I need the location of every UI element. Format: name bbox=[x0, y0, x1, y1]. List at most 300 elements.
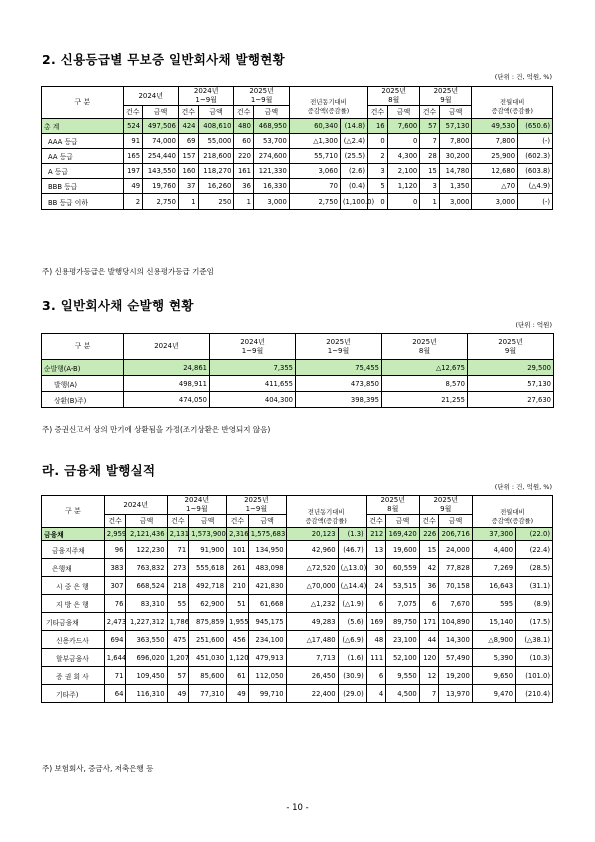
unit-label-s3: (단위 : 억원) bbox=[515, 321, 552, 329]
table-row bbox=[42, 613, 553, 631]
header-period: 2025년 1~9월 bbox=[234, 87, 289, 106]
table-cell: (1.3) bbox=[338, 528, 366, 541]
table-cell: 23,100 bbox=[386, 631, 420, 649]
table-cell: 254,440 bbox=[143, 149, 179, 164]
table-cell: 4 bbox=[366, 685, 385, 703]
table-cell: 483,098 bbox=[248, 559, 286, 577]
table-cell: 13 bbox=[366, 541, 385, 559]
header-count: 건수 bbox=[234, 106, 254, 119]
header-period: 2024년 1~9월 bbox=[178, 87, 233, 106]
table-cell: 169 bbox=[366, 613, 385, 631]
header-amount: 금액 bbox=[386, 515, 420, 528]
table-cell: 165 bbox=[123, 149, 143, 164]
header-count: 건수 bbox=[366, 515, 385, 528]
table-cell: 1,573,900 bbox=[189, 528, 227, 541]
table-cell: (17.5) bbox=[516, 613, 553, 631]
table-cell: 2,131 bbox=[167, 528, 189, 541]
table-cell: 71 bbox=[104, 667, 126, 685]
table-cell: 30,200 bbox=[439, 149, 472, 164]
table-cell: 3,000 bbox=[472, 194, 518, 210]
table-cell: 479,913 bbox=[248, 649, 286, 667]
table-cell: 12 bbox=[419, 667, 438, 685]
table-cell: 206,716 bbox=[439, 528, 473, 541]
header-amount: 금액 bbox=[198, 106, 234, 119]
table-cell: △1,300 bbox=[289, 134, 340, 149]
table-cell: 77,310 bbox=[189, 685, 227, 703]
table-cell: 0 bbox=[387, 194, 420, 210]
header-period: 2025년 9월 bbox=[420, 87, 472, 106]
table-cell: 16,260 bbox=[198, 179, 234, 194]
table-cell: 116,310 bbox=[126, 685, 167, 703]
table-cell: △70 bbox=[472, 179, 518, 194]
header-period: 2025년 8월 bbox=[368, 87, 420, 106]
table-cell: 64 bbox=[104, 685, 126, 703]
table-cell: 696,020 bbox=[126, 649, 167, 667]
header-amount: 금액 bbox=[387, 106, 420, 119]
table-row bbox=[42, 631, 553, 649]
table-cell: 61 bbox=[227, 667, 249, 685]
table-cell: 261 bbox=[227, 559, 249, 577]
row-label: 상환(B)주) bbox=[42, 392, 124, 408]
table-cell: 42,960 bbox=[286, 541, 338, 559]
table-cell: (101.0) bbox=[516, 667, 553, 685]
table-cell: 70 bbox=[289, 179, 340, 194]
row-label: 증 권 회 사 bbox=[42, 667, 105, 685]
table-cell: △70,000 bbox=[286, 577, 338, 595]
table-cell: △12,675 bbox=[382, 360, 468, 376]
table-cell: 2,750 bbox=[143, 194, 179, 210]
table-cell: 595 bbox=[472, 595, 515, 613]
table-cell: 36 bbox=[419, 577, 438, 595]
table-cell: 218 bbox=[167, 577, 189, 595]
table-cell: 212 bbox=[366, 528, 385, 541]
table-row bbox=[42, 595, 553, 613]
header-count: 건수 bbox=[167, 515, 189, 528]
table-row bbox=[42, 360, 554, 376]
row-label: 할부금융사 bbox=[42, 649, 105, 667]
table-cell: 2,100 bbox=[387, 164, 420, 179]
table-cell: (2.6) bbox=[340, 164, 367, 179]
table-cell: 20,123 bbox=[286, 528, 338, 541]
table-cell: 468,950 bbox=[253, 119, 289, 134]
table-row bbox=[42, 194, 553, 210]
table-row bbox=[42, 667, 553, 685]
row-label: 순발행(A-B) bbox=[42, 360, 124, 376]
table-cell: 1,786 bbox=[167, 613, 189, 631]
header-count: 건수 bbox=[419, 515, 438, 528]
table-cell: 99,710 bbox=[248, 685, 286, 703]
header-amount: 금액 bbox=[143, 106, 179, 119]
table-cell: (5.6) bbox=[338, 613, 366, 631]
header-mom-change: 전월대비 증감액(증감률) bbox=[472, 95, 553, 119]
table-cell: 424 bbox=[178, 119, 198, 134]
financial-bond-table bbox=[41, 495, 553, 703]
table-cell: 2,750 bbox=[289, 194, 340, 210]
table-cell: (1,100.0) bbox=[340, 194, 367, 210]
row-label: 금융지주채 bbox=[42, 541, 105, 559]
row-label: 신용카드사 bbox=[42, 631, 105, 649]
header-period: 2025년 1~9월 bbox=[227, 496, 287, 515]
table-cell: 307 bbox=[104, 577, 126, 595]
table-cell: 85,600 bbox=[189, 667, 227, 685]
table-cell: 16,643 bbox=[472, 577, 515, 595]
table-cell: 0 bbox=[368, 134, 388, 149]
table-cell: 7,355 bbox=[210, 360, 296, 376]
table-cell: 49,530 bbox=[472, 119, 518, 134]
table-cell: 60,559 bbox=[386, 559, 420, 577]
table-cell: 1,120 bbox=[387, 179, 420, 194]
table-cell: 57,490 bbox=[439, 649, 473, 667]
header-count: 건수 bbox=[227, 515, 249, 528]
table-cell: 875,859 bbox=[189, 613, 227, 631]
table-cell: 9,650 bbox=[472, 667, 515, 685]
table-cell: 42 bbox=[419, 559, 438, 577]
header-yoy-change: 전년동기대비 증감액(증감률) bbox=[286, 506, 366, 528]
table-cell: 5 bbox=[368, 179, 388, 194]
table-cell: 57 bbox=[420, 119, 440, 134]
table-cell: (-) bbox=[518, 134, 553, 149]
table-cell: (△14.4) bbox=[338, 577, 366, 595]
table-cell: 210 bbox=[227, 577, 249, 595]
table-cell: 62,900 bbox=[189, 595, 227, 613]
table-cell: 76 bbox=[104, 595, 126, 613]
table-cell: 24,861 bbox=[124, 360, 210, 376]
table-cell: (603.8) bbox=[518, 164, 553, 179]
table-cell: 22,400 bbox=[286, 685, 338, 703]
header-period: 2025년 1~9월 bbox=[296, 334, 382, 360]
header-count: 건수 bbox=[420, 106, 440, 119]
table-cell: 234,100 bbox=[248, 631, 286, 649]
table-cell: (△2.4) bbox=[340, 134, 367, 149]
table-cell: 52,100 bbox=[386, 649, 420, 667]
table-cell: 763,832 bbox=[126, 559, 167, 577]
table-cell: (△13.0) bbox=[338, 559, 366, 577]
table-cell: 14,780 bbox=[439, 164, 472, 179]
table-row bbox=[42, 164, 553, 179]
table-cell: 408,610 bbox=[198, 119, 234, 134]
table-cell: 3,000 bbox=[253, 194, 289, 210]
table-cell: 4,400 bbox=[472, 541, 515, 559]
row-label: 기타금융채 bbox=[42, 613, 105, 631]
table-cell: 1,207 bbox=[167, 649, 189, 667]
header-category: 구 분 bbox=[42, 496, 105, 528]
table-cell: 12,680 bbox=[472, 164, 518, 179]
table-cell: 2 bbox=[368, 149, 388, 164]
table-cell: (30.9) bbox=[338, 667, 366, 685]
table-cell: 30 bbox=[366, 559, 385, 577]
table-cell: 404,300 bbox=[210, 392, 296, 408]
table-cell: 16 bbox=[368, 119, 388, 134]
table-cell: 121,330 bbox=[253, 164, 289, 179]
table-cell: 57,130 bbox=[439, 119, 472, 134]
table-cell: 1,955 bbox=[227, 613, 249, 631]
table-cell: 474,050 bbox=[124, 392, 210, 408]
table-cell: 91,900 bbox=[189, 541, 227, 559]
table-cell: 1 bbox=[178, 194, 198, 210]
table-cell: 36 bbox=[234, 179, 254, 194]
table-cell: △72,520 bbox=[286, 559, 338, 577]
table-cell: 21,255 bbox=[382, 392, 468, 408]
table-cell: 118,270 bbox=[198, 164, 234, 179]
header-amount: 금액 bbox=[439, 106, 472, 119]
table-cell: 7,600 bbox=[387, 119, 420, 134]
table-cell: 7,269 bbox=[472, 559, 515, 577]
table-cell: 57 bbox=[167, 667, 189, 685]
table-cell: 1,575,683 bbox=[248, 528, 286, 541]
table-cell: 363,550 bbox=[126, 631, 167, 649]
header-amount: 금액 bbox=[439, 515, 473, 528]
table-cell: 49,283 bbox=[286, 613, 338, 631]
row-label: 기타주) bbox=[42, 685, 105, 703]
table-row bbox=[42, 528, 553, 541]
table-cell: (28.5) bbox=[516, 559, 553, 577]
table-cell: 3 bbox=[368, 164, 388, 179]
unit-label-s2: (단위 : 건, 억원, %) bbox=[494, 73, 552, 81]
row-label: 총 계 bbox=[42, 119, 124, 134]
table-cell: 19,200 bbox=[439, 667, 473, 685]
table-cell: 120 bbox=[419, 649, 438, 667]
table-cell: 122,230 bbox=[126, 541, 167, 559]
table-cell: 0 bbox=[368, 194, 388, 210]
table-cell: (10.3) bbox=[516, 649, 553, 667]
table-cell: 55,710 bbox=[289, 149, 340, 164]
table-cell: 5,390 bbox=[472, 649, 515, 667]
table-cell: (△38.1) bbox=[516, 631, 553, 649]
table-cell: 3,060 bbox=[289, 164, 340, 179]
table-cell: 77,828 bbox=[439, 559, 473, 577]
table-cell: 60 bbox=[234, 134, 254, 149]
table-cell: 7,800 bbox=[439, 134, 472, 149]
table-cell: 226 bbox=[419, 528, 438, 541]
row-label: BB 등급 이하 bbox=[42, 194, 124, 210]
table-cell: 1,120 bbox=[227, 649, 249, 667]
table-cell: 4,300 bbox=[387, 149, 420, 164]
table-cell: 27,630 bbox=[468, 392, 554, 408]
table-cell: 15,140 bbox=[472, 613, 515, 631]
table-cell: 55,000 bbox=[198, 134, 234, 149]
table-cell: 143,550 bbox=[143, 164, 179, 179]
header-count: 건수 bbox=[123, 106, 143, 119]
header-amount: 금액 bbox=[253, 106, 289, 119]
table-cell: 1,227,312 bbox=[126, 613, 167, 631]
table-cell: 160 bbox=[178, 164, 198, 179]
table-cell: 14,300 bbox=[439, 631, 473, 649]
table-cell: 9,470 bbox=[472, 685, 515, 703]
table-cell: 89,750 bbox=[386, 613, 420, 631]
header-period: 2025년 9월 bbox=[419, 496, 472, 515]
table-cell: 49 bbox=[227, 685, 249, 703]
table-cell: 16,330 bbox=[253, 179, 289, 194]
table-cell: 60,340 bbox=[289, 119, 340, 134]
header-period: 2024년 1~9월 bbox=[167, 496, 227, 515]
row-label: 발행(A) bbox=[42, 376, 124, 392]
header-amount: 금액 bbox=[126, 515, 167, 528]
table-cell: 3,000 bbox=[439, 194, 472, 210]
table-cell: 53,515 bbox=[386, 577, 420, 595]
page-number: - 10 - bbox=[286, 803, 309, 813]
table-cell: 524 bbox=[123, 119, 143, 134]
table-cell: 55 bbox=[167, 595, 189, 613]
row-label: A 등급 bbox=[42, 164, 124, 179]
header-category: 구 분 bbox=[42, 334, 124, 360]
table-cell: 48 bbox=[366, 631, 385, 649]
header-period: 2024년 1~9월 bbox=[210, 334, 296, 360]
table-cell: 15 bbox=[420, 164, 440, 179]
table-cell: 111 bbox=[366, 649, 385, 667]
table-cell: 69 bbox=[178, 134, 198, 149]
table-cell: 421,830 bbox=[248, 577, 286, 595]
table-cell: 134,950 bbox=[248, 541, 286, 559]
table-row bbox=[42, 685, 553, 703]
table-cell: 273 bbox=[167, 559, 189, 577]
table-cell: 7,075 bbox=[386, 595, 420, 613]
table-cell: 25,900 bbox=[472, 149, 518, 164]
table-cell: 101 bbox=[227, 541, 249, 559]
table-cell: △8,900 bbox=[472, 631, 515, 649]
table-cell: 24,000 bbox=[439, 541, 473, 559]
table-cell: (31.1) bbox=[516, 577, 553, 595]
table-cell: 383 bbox=[104, 559, 126, 577]
section-title-financial-bonds: 라. 금융채 발행실적 bbox=[42, 463, 156, 478]
header-period: 2025년 9월 bbox=[468, 334, 554, 360]
table-cell: (△4.9) bbox=[518, 179, 553, 194]
header-period: 2025년 8월 bbox=[382, 334, 468, 360]
table-cell: 250 bbox=[198, 194, 234, 210]
table-cell: 24 bbox=[366, 577, 385, 595]
table-row bbox=[42, 559, 553, 577]
footnote-s4: 주) 보험회사, 증금사, 저축은행 등 bbox=[42, 764, 154, 773]
table-cell: 6 bbox=[419, 595, 438, 613]
table-cell: 112,050 bbox=[248, 667, 286, 685]
table-cell: 274,600 bbox=[253, 149, 289, 164]
table-cell: 7,800 bbox=[472, 134, 518, 149]
table-cell: 49 bbox=[123, 179, 143, 194]
table-cell: (22.4) bbox=[516, 541, 553, 559]
table-cell: (46.7) bbox=[338, 541, 366, 559]
table-cell: 2,121,436 bbox=[126, 528, 167, 541]
table-cell: 411,655 bbox=[210, 376, 296, 392]
header-period: 2024년 bbox=[124, 334, 210, 360]
table-cell: (△1.9) bbox=[338, 595, 366, 613]
row-label: 시 중 은 행 bbox=[42, 577, 105, 595]
table-cell: 7,670 bbox=[439, 595, 473, 613]
table-row bbox=[42, 149, 553, 164]
table-cell: 29,500 bbox=[468, 360, 554, 376]
table-cell: 19,600 bbox=[386, 541, 420, 559]
table-cell: (210.4) bbox=[516, 685, 553, 703]
table-row bbox=[42, 134, 553, 149]
table-cell: (650.6) bbox=[518, 119, 553, 134]
table-cell: 220 bbox=[234, 149, 254, 164]
row-label: AA 등급 bbox=[42, 149, 124, 164]
table-cell: (25.5) bbox=[340, 149, 367, 164]
table-cell: 37 bbox=[178, 179, 198, 194]
header-mom-change: 전월대비 증감액(증감률) bbox=[472, 506, 552, 528]
row-label: 은행채 bbox=[42, 559, 105, 577]
table-cell: 19,760 bbox=[143, 179, 179, 194]
table-cell: 104,890 bbox=[439, 613, 473, 631]
table-cell: 15 bbox=[419, 541, 438, 559]
table-cell: 157 bbox=[178, 149, 198, 164]
unit-label-s4: (단위 : 건, 억원, %) bbox=[494, 483, 552, 491]
table-cell: 91 bbox=[123, 134, 143, 149]
table-cell: 109,450 bbox=[126, 667, 167, 685]
section-title-net-issuance: 3. 일반회사채 순발행 현황 bbox=[42, 298, 194, 313]
table-cell: (-) bbox=[518, 194, 553, 210]
table-cell: 475 bbox=[167, 631, 189, 649]
row-label: AAA 등급 bbox=[42, 134, 124, 149]
table-cell: (1.6) bbox=[338, 649, 366, 667]
table-row bbox=[42, 179, 553, 194]
table-cell: 197 bbox=[123, 164, 143, 179]
table-cell: 694 bbox=[104, 631, 126, 649]
header-period: 2024년 bbox=[104, 496, 167, 515]
table-cell: 6 bbox=[366, 667, 385, 685]
table-cell: 4,500 bbox=[386, 685, 420, 703]
row-label: 금융채 bbox=[42, 528, 105, 541]
table-cell: 37,300 bbox=[472, 528, 515, 541]
table-cell: (8.9) bbox=[516, 595, 553, 613]
table-cell: 2,316 bbox=[227, 528, 249, 541]
row-label: 지 방 은 행 bbox=[42, 595, 105, 613]
table-cell: 161 bbox=[234, 164, 254, 179]
table-cell: 8,570 bbox=[382, 376, 468, 392]
table-cell: 7 bbox=[419, 685, 438, 703]
table-cell: 9,550 bbox=[386, 667, 420, 685]
table-row bbox=[42, 119, 553, 134]
section-title-credit-rating: 2. 신용등급별 무보증 일반회사채 발행현황 bbox=[42, 52, 286, 67]
table-cell: 668,524 bbox=[126, 577, 167, 595]
table-cell: 83,310 bbox=[126, 595, 167, 613]
footnote-s2: 주) 신용평가등급은 발행당시의 신용평가등급 기준임 bbox=[42, 267, 214, 276]
net-issuance-table bbox=[41, 333, 554, 408]
table-cell: 451,030 bbox=[189, 649, 227, 667]
footnote-s3: 주) 증권신고서 상의 만기에 상환됨을 가정(조기상환은 반영되지 않음) bbox=[42, 425, 271, 434]
header-period: 2024년 bbox=[123, 87, 178, 106]
table-cell: 398,395 bbox=[296, 392, 382, 408]
header-period: 2025년 8월 bbox=[366, 496, 419, 515]
header-count: 건수 bbox=[104, 515, 126, 528]
table-cell: (0.4) bbox=[340, 179, 367, 194]
table-row bbox=[42, 577, 553, 595]
header-count: 건수 bbox=[178, 106, 198, 119]
header-yoy-change: 전년동기대비 증감액(증감률) bbox=[289, 95, 367, 119]
table-cell: 74,000 bbox=[143, 134, 179, 149]
table-cell: 1,644 bbox=[104, 649, 126, 667]
table-cell: 171 bbox=[419, 613, 438, 631]
table-cell: 44 bbox=[419, 631, 438, 649]
table-cell: 1 bbox=[420, 194, 440, 210]
table-cell: 218,600 bbox=[198, 149, 234, 164]
table-cell: △17,480 bbox=[286, 631, 338, 649]
table-cell: 71 bbox=[167, 541, 189, 559]
table-cell: 57,130 bbox=[468, 376, 554, 392]
table-cell: 473,850 bbox=[296, 376, 382, 392]
table-row bbox=[42, 541, 553, 559]
table-cell: (22.0) bbox=[516, 528, 553, 541]
table-cell: 497,506 bbox=[143, 119, 179, 134]
table-row bbox=[42, 392, 554, 408]
table-cell: 498,911 bbox=[124, 376, 210, 392]
row-label: BBB 등급 bbox=[42, 179, 124, 194]
table-cell: (△6.9) bbox=[338, 631, 366, 649]
header-count: 건수 bbox=[368, 106, 388, 119]
table-cell: 75,455 bbox=[296, 360, 382, 376]
table-cell: 492,718 bbox=[189, 577, 227, 595]
table-row bbox=[42, 376, 554, 392]
table-cell: 2 bbox=[123, 194, 143, 210]
table-cell: (14.8) bbox=[340, 119, 367, 134]
